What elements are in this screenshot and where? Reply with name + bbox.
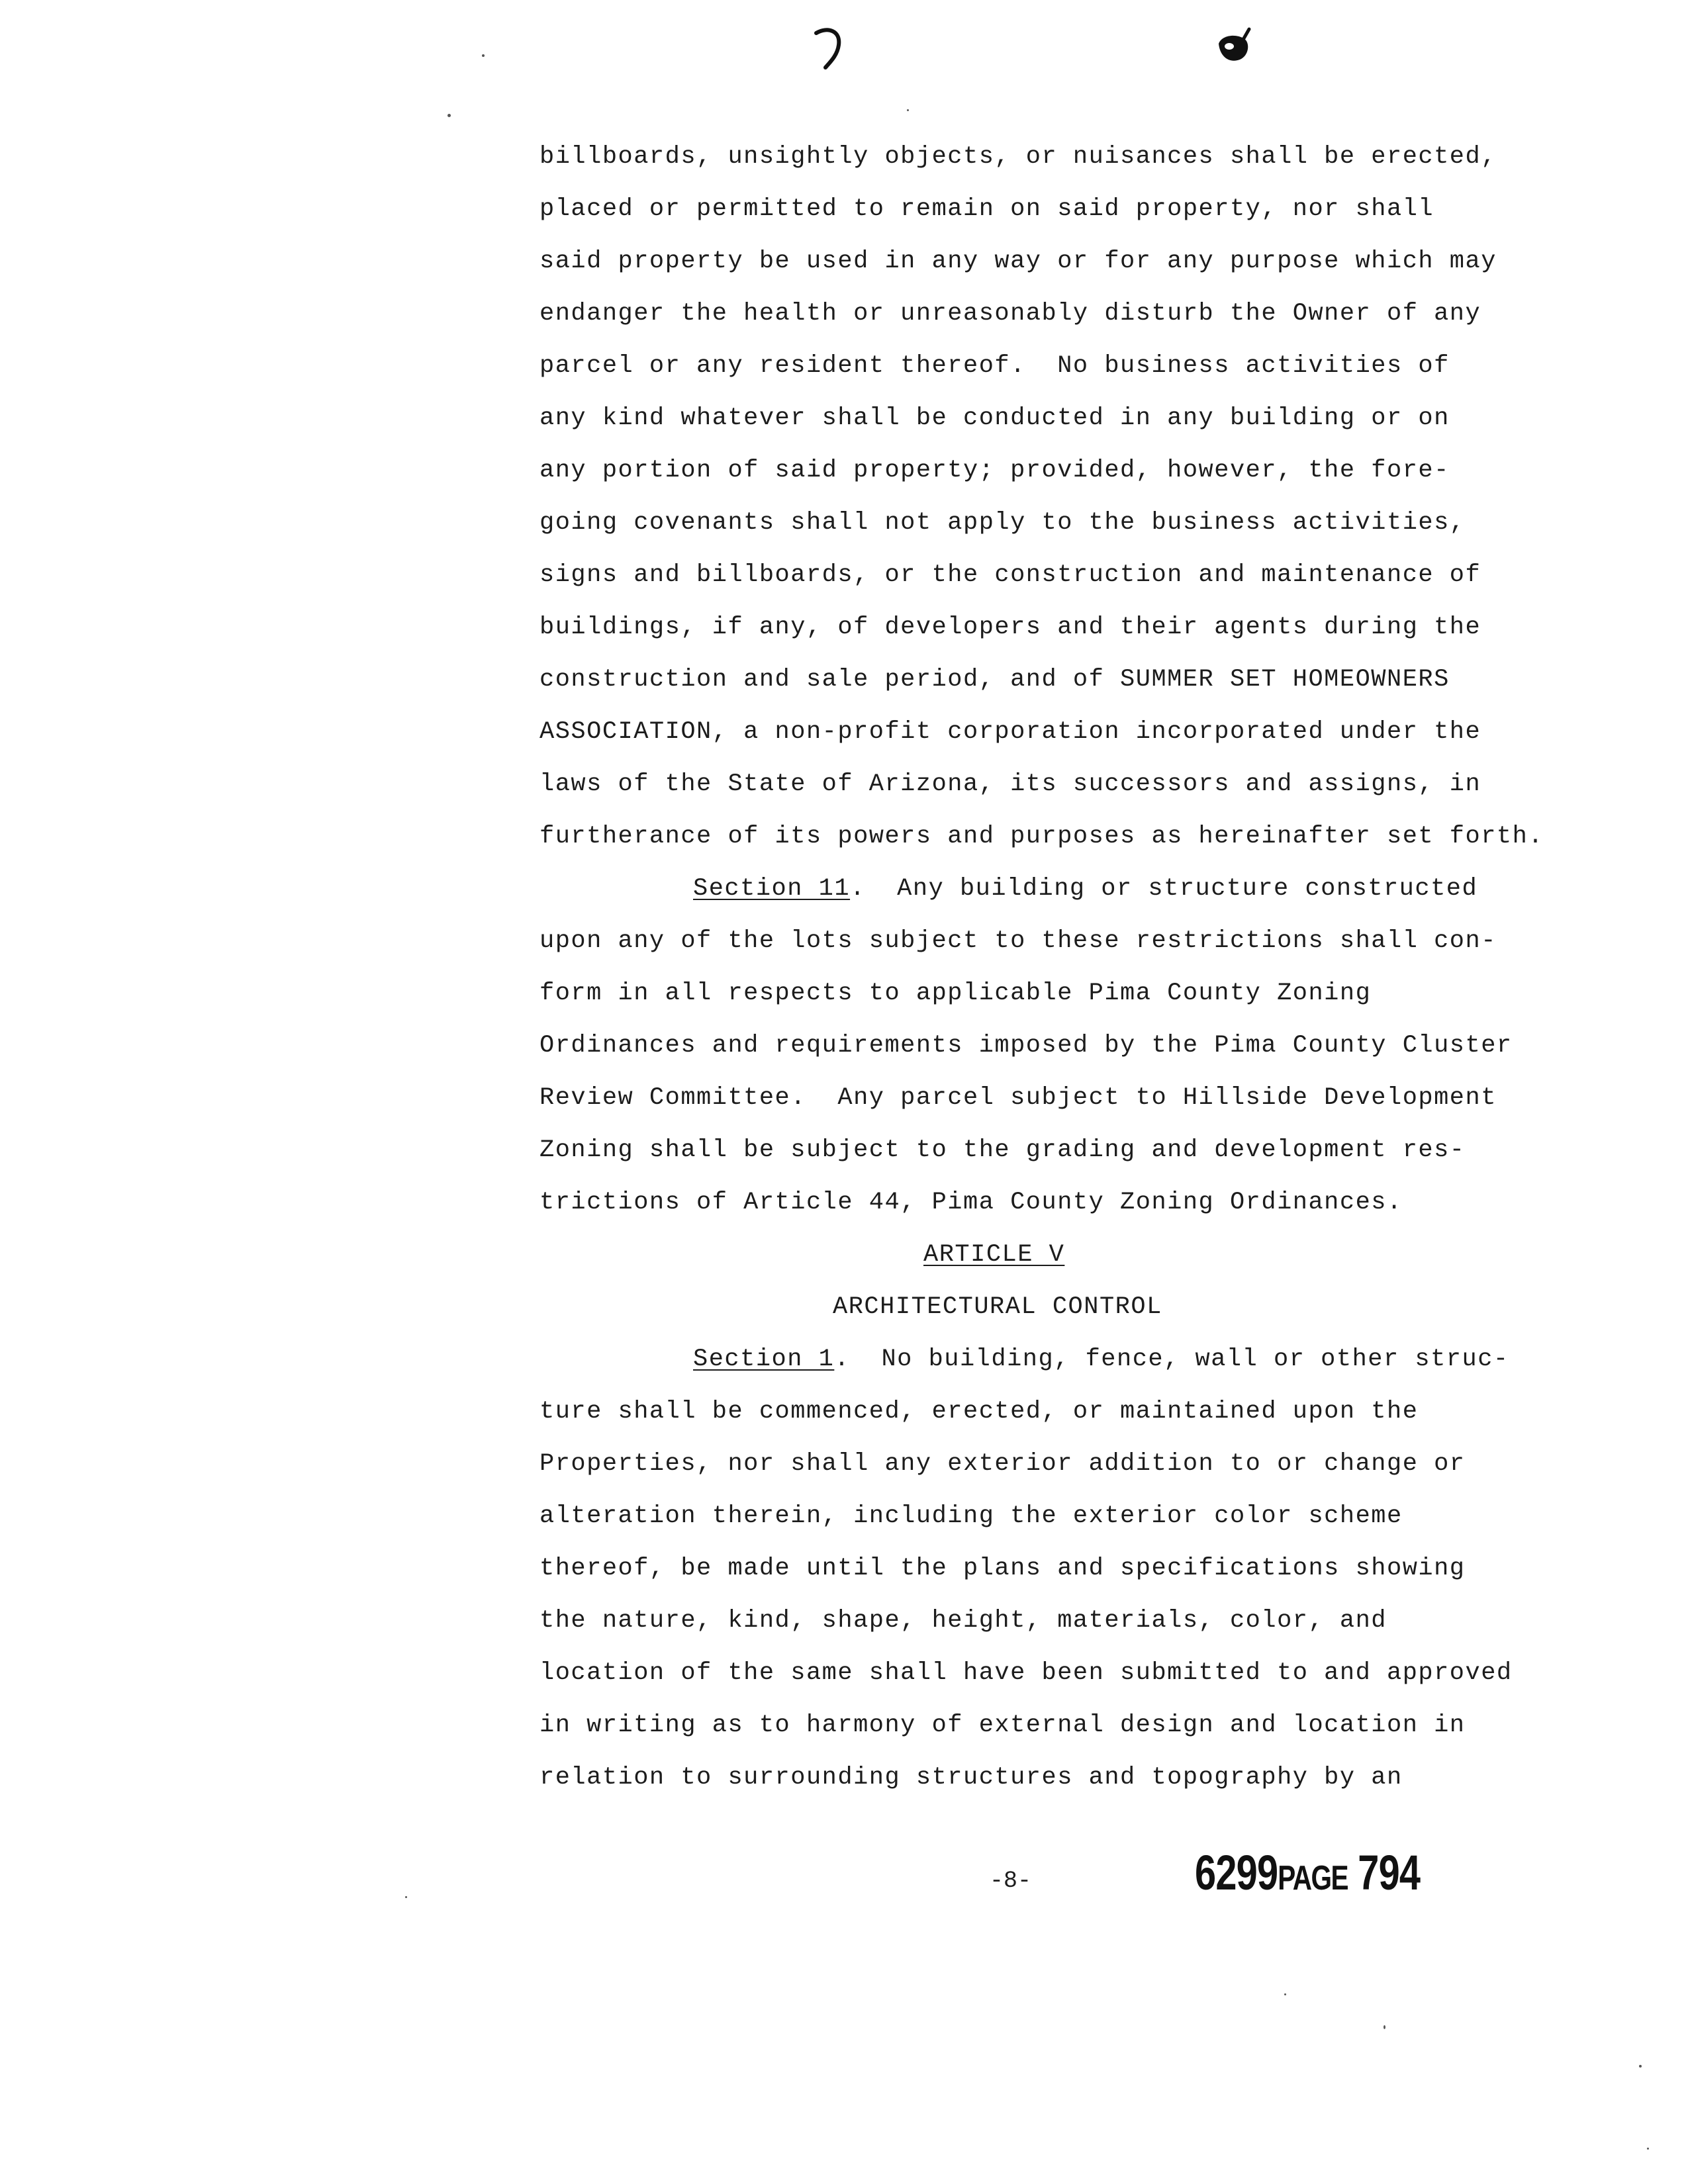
body-line: ture shall be commenced, erected, or maintained upon the [539,1398,1419,1426]
body-line: said property be used in any way or for any purpose which may [539,248,1497,275]
body-line: buildings, if any, of developers and their agents during the [539,614,1481,641]
section-11-heading: Section 11 [693,875,851,903]
body-line: endanger the health or unreasonably disturb the Owner of any [539,300,1481,328]
book-number: 6299 [1195,1845,1278,1900]
section-1-first-line [693,1345,1509,1374]
scan-speck [907,109,909,111]
body-line: location of the same shall have been submitted to and approved [539,1659,1513,1687]
scan-speck [1284,1993,1286,1995]
body-line: laws of the State of Arizona, its successors and assigns, in [539,770,1481,798]
section-1-heading: Section 1 [693,1345,835,1373]
scan-speck [482,54,485,57]
scan-speck [1639,2065,1642,2068]
body-line: Zoning shall be subject to the grading and development res- [539,1136,1466,1164]
scan-speck [1647,2148,1649,2150]
article-title: ARCHITECTURAL CONTROL [833,1293,1162,1321]
body-line: the nature, kind, shape, height, materials, color, and [539,1607,1387,1635]
section-1-first-line-text: . No building, fence, wall or other struc- [834,1345,1509,1373]
body-line: thereof, be made until the plans and specifications showing [539,1555,1466,1582]
body-line: relation to surrounding structures and topography by an [539,1764,1403,1792]
body-line: Review Committee. Any parcel subject to Hillside Development [539,1084,1497,1112]
scan-speck [405,1896,407,1898]
body-line: signs and billboards, or the construction and maintenance of [539,561,1481,589]
body-line: in writing as to harmony of external design and location in [539,1711,1466,1739]
section-11-first-line-text: . Any building or structure constructed [850,875,1478,903]
page-number: -8- [990,1868,1032,1894]
body-line: going covenants shall not apply to the business activities, [539,509,1466,537]
body-line: any kind whatever shall be conducted in any building or on [539,404,1450,432]
body-line: ASSOCIATION, a non-profit corporation incorporated under the [539,718,1481,746]
book-page-stamp [1195,1846,1420,1905]
body-line: Properties, nor shall any exterior addition to or change or [539,1450,1466,1478]
body-line: billboards, unsightly objects, or nuisances shall be erected, [539,143,1497,171]
body-line: trictions of Article 44, Pima County Zoning Ordinances. [539,1189,1403,1216]
scan-speck [1383,2025,1385,2029]
book-page-label: PAGE [1278,1859,1348,1897]
body-line: form in all respects to applicable Pima County Zoning [539,979,1372,1007]
body-line: any portion of said property; provided, however, the fore- [539,457,1450,484]
book-page-number: 794 [1358,1845,1421,1900]
body-line: furtherance of its powers and purposes as hereinafter set forth. [539,823,1544,850]
scan-blot-mark [1215,26,1254,66]
body-line: upon any of the lots subject to these restrictions shall con- [539,927,1497,955]
scan-speck [447,114,451,117]
body-line: parcel or any resident thereof. No business activities of [539,352,1450,380]
section-11-first-line [693,874,1477,903]
article-heading: ARTICLE V [923,1241,1065,1269]
body-line: alteration therein, including the exterior color scheme [539,1502,1403,1530]
scan-hole-mark [811,25,851,71]
body-line: Ordinances and requirements imposed by the Pima County Cluster [539,1032,1513,1060]
body-line: construction and sale period, and of SUMMER SET HOMEOWNERS [539,666,1450,694]
body-line: placed or permitted to remain on said property, nor shall [539,195,1434,223]
